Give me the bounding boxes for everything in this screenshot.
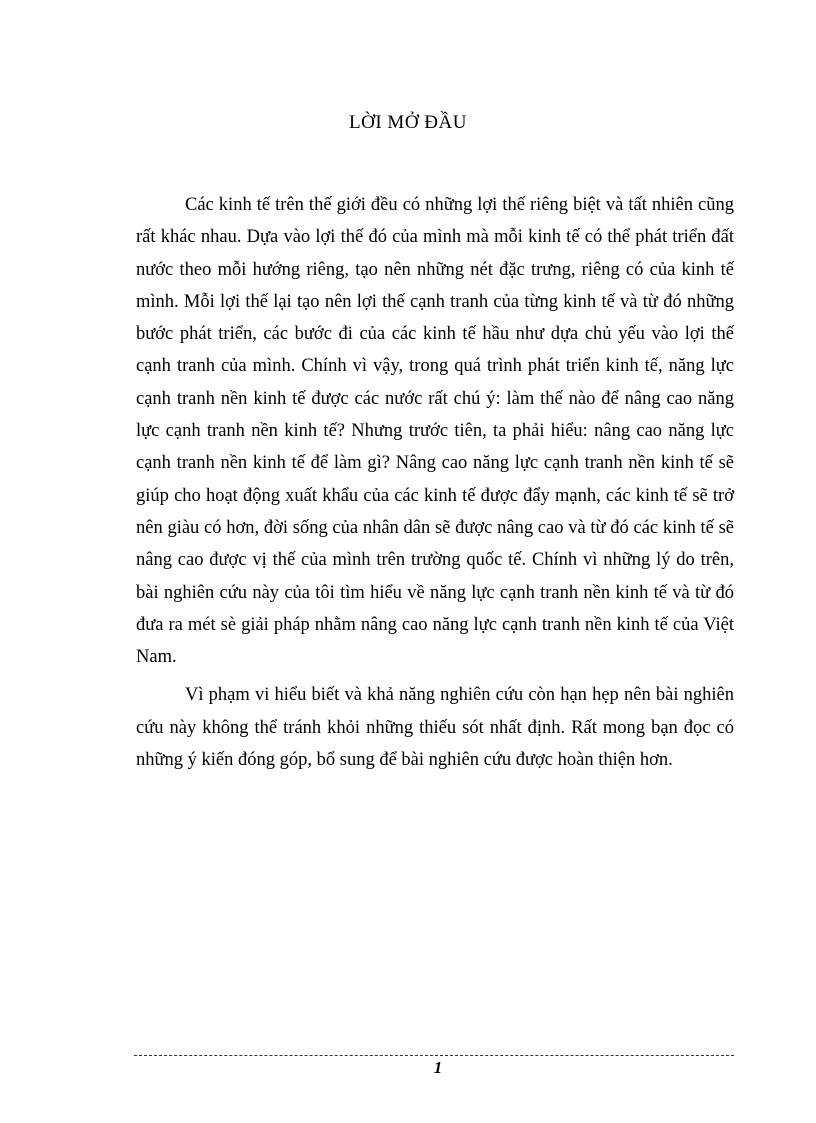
paragraph-closing: Vì phạm vi hiểu biết và khả năng nghiên cứu còn hạn hẹp nên bài nghiên cứu này không thể tránh khỏi những thiếu sót nhất định. Rất mong bạn đọc có những ý kiến đóng góp, bổ sung để bài nghiên cứu được hoàn thiện hơn. xyxy=(136,685,734,771)
paragraph-intro: Các kinh tế trên thế giới đều có những lợi thế riêng biệt và tất nhiên cũng rất khác nhau. Dựa vào lợi thế đó của mình mà mỗi kinh tế có thể phát triển đất nước theo mỗi hướng riêng, tạo nên những nét đặc trưng, riêng có của kinh tế mình. Mỗi lợi thế lại tạo nên lợi thế cạnh tranh của từng kinh tế và từ đó những bước phát triển, các bước đi của các kinh tế hầu như dựa chủ yếu vào lợi thế cạnh tranh của mình. Chính vì vậy, trong quá trình phát triển kinh tế, năng lực cạnh tranh nền kinh tế được các nước rất chú ý: làm thế nào để nâng cao năng lực cạnh tranh nền kinh tế? Nhưng trước tiên, ta phải hiểu: nâng cao năng lực cạnh tranh nền kinh tế để làm gì? Nâng cao năng lực cạnh tranh nền kinh tế sẽ giúp cho hoạt động xuất khẩu của các kinh tế được đẩy mạnh, các kinh tế sẽ trở nên giàu có hơn, đời sống của nhân dân sẽ được nâng cao và từ đó các kinh tế sẽ nâng cao được vị thế của mình trên trường quốc tế. Chính vì những lý do trên, bài nghiên cứu này của tôi tìm hiểu về năng lực cạnh tranh nền kinh tế và từ đó đưa ra mét sè giải pháp nhằm nâng cao năng lực cạnh tranh nền kinh tế của Việt Nam. xyxy=(136,195,734,668)
page-title: LỜI MỞ ĐẦU xyxy=(349,112,467,133)
footer-divider xyxy=(134,1055,734,1056)
page-number: 1 xyxy=(433,1058,443,1077)
body-text xyxy=(136,189,734,782)
